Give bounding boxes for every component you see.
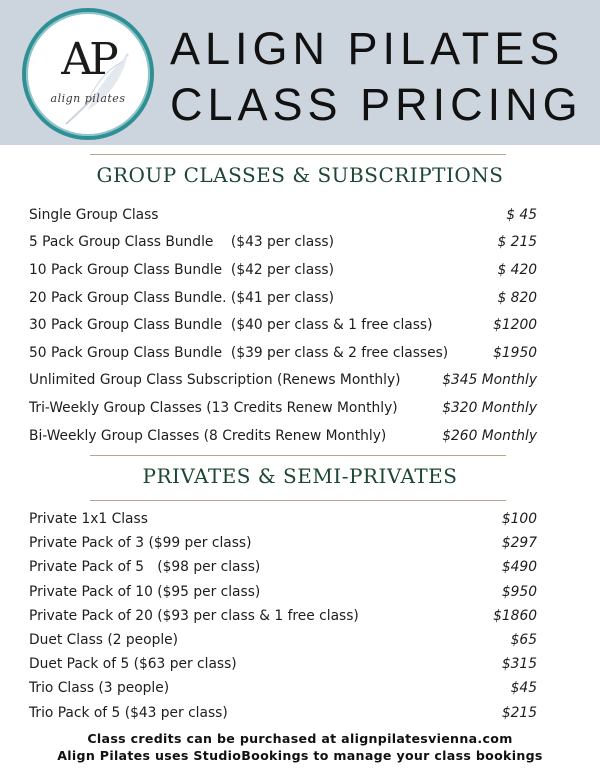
logo-monogram: AP	[61, 34, 115, 85]
item-price: $ 420	[497, 261, 537, 278]
item-price: $1860	[493, 607, 537, 624]
item-name: Single Group Class	[29, 206, 159, 223]
item-name: Trio Pack of 5 ($43 per class)	[29, 704, 228, 721]
item-price: $315	[501, 656, 537, 673]
list-item	[29, 604, 537, 628]
list-item	[29, 701, 537, 725]
logo-script-text: align pilates	[50, 92, 126, 105]
item-price: $ 45	[506, 206, 537, 223]
item-price: $297	[501, 535, 537, 552]
list-item	[29, 628, 537, 652]
item-name: Duet Pack of 5 ($63 per class)	[29, 656, 237, 673]
item-price: $345 Monthly	[442, 372, 537, 389]
item-price: $320 Monthly	[442, 399, 537, 416]
list-item	[29, 339, 537, 367]
item-price: $260 Monthly	[442, 427, 537, 444]
divider	[90, 154, 506, 155]
item-name: 30 Pack Group Class Bundle ($40 per class & 1 free class)	[29, 317, 433, 334]
item-name: Private Pack of 10 ($95 per class)	[29, 583, 261, 600]
page-title-line1: ALIGN PILATES	[170, 23, 565, 74]
item-price: $45	[510, 680, 537, 697]
item-price: $ 215	[497, 234, 537, 251]
item-name: Trio Class (3 people)	[29, 680, 170, 697]
list-item	[29, 284, 537, 312]
divider	[90, 455, 506, 456]
list-item	[29, 311, 537, 339]
item-name: Tri-Weekly Group Classes (13 Credits Renew Monthly)	[29, 399, 398, 416]
item-name: Unlimited Group Class Subscription (Renews Monthly)	[29, 372, 401, 389]
logo	[22, 8, 154, 140]
item-price: $490	[501, 559, 537, 576]
item-price: $1200	[493, 317, 537, 334]
list-item	[29, 422, 537, 450]
item-name: 20 Pack Group Class Bundle. ($41 per class)	[29, 289, 334, 306]
item-name: Bi-Weekly Group Classes (8 Credits Renew Monthly)	[29, 427, 387, 444]
page-title-line2: CLASS PRICING	[170, 79, 583, 130]
list-item	[29, 367, 537, 395]
list-item	[29, 229, 537, 257]
item-name: Private 1x1 Class	[29, 511, 148, 528]
list-item	[29, 555, 537, 579]
list-item	[29, 201, 537, 229]
list-item	[29, 394, 537, 422]
footer-note-bookings: Align Pilates uses StudioBookings to manage your class bookings	[57, 748, 543, 763]
item-name: Private Pack of 20 ($93 per class & 1 free class)	[29, 607, 359, 624]
footer-note-purchase: Class credits can be purchased at alignpilatesvienna.com	[87, 731, 513, 746]
group-price-list	[29, 201, 537, 449]
item-price: $215	[501, 704, 537, 721]
item-name: Duet Class (2 people)	[29, 632, 179, 649]
item-name: 5 Pack Group Class Bundle ($43 per class)	[29, 234, 334, 251]
list-item	[29, 256, 537, 284]
item-name: Private Pack of 5 ($98 per class)	[29, 559, 261, 576]
privates-section-heading: PRIVATES & SEMI-PRIVATES	[142, 464, 458, 488]
item-price: $950	[501, 583, 537, 600]
list-item	[29, 531, 537, 555]
item-price: $ 820	[497, 289, 537, 306]
item-name: Private Pack of 3 ($99 per class)	[29, 535, 252, 552]
item-name: 50 Pack Group Class Bundle ($39 per class & 2 free classes)	[29, 344, 449, 361]
list-item	[29, 580, 537, 604]
list-item	[29, 676, 537, 700]
list-item	[29, 507, 537, 531]
item-price: $1950	[493, 344, 537, 361]
item-price: $65	[510, 632, 537, 649]
group-section-heading: GROUP CLASSES & SUBSCRIPTIONS	[96, 163, 504, 187]
item-name: 10 Pack Group Class Bundle ($42 per class)	[29, 261, 334, 278]
divider	[90, 500, 506, 501]
list-item	[29, 652, 537, 676]
privates-price-list	[29, 507, 537, 725]
item-price: $100	[501, 511, 537, 528]
header-banner	[0, 0, 600, 145]
